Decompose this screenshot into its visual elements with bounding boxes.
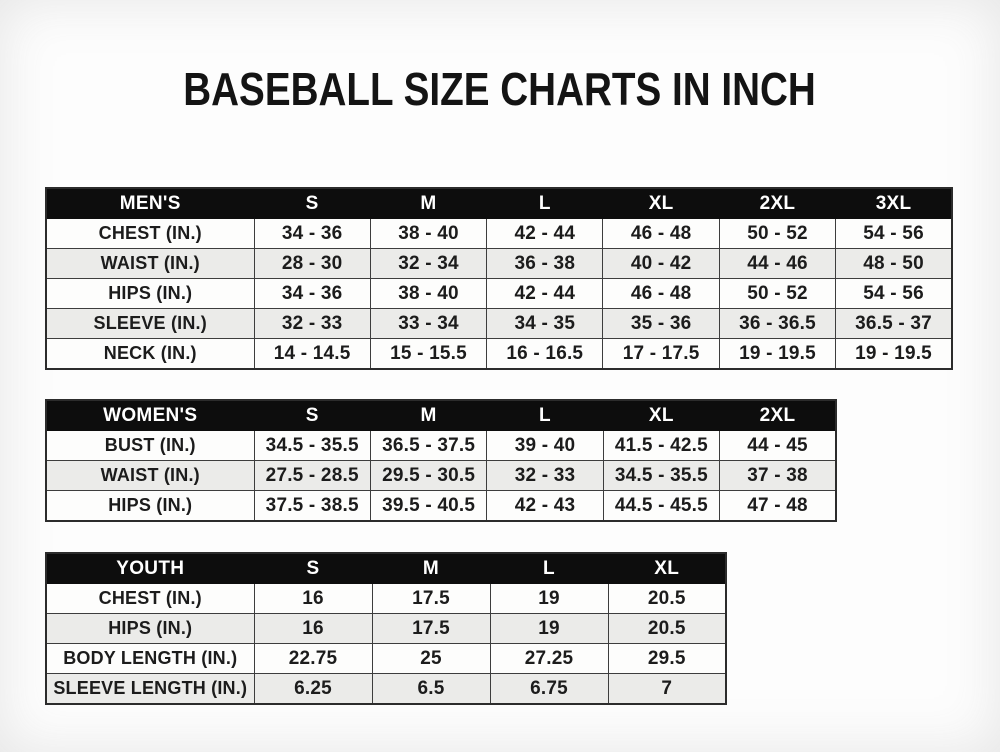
size-value: 42 - 44 <box>487 279 603 309</box>
row-label: HIPS (IN.) <box>46 491 254 522</box>
table-row-sleeve-length <box>46 674 726 705</box>
size-value: 34 - 35 <box>487 309 603 339</box>
size-value: 50 - 52 <box>719 279 835 309</box>
size-value: 35 - 36 <box>603 309 719 339</box>
size-value: 44 - 45 <box>720 431 836 461</box>
size-value: 42 - 44 <box>487 219 603 249</box>
row-label: WAIST (IN.) <box>46 461 254 491</box>
size-value: 27.25 <box>490 644 608 674</box>
size-value: 36.5 - 37.5 <box>370 431 486 461</box>
row-label: SLEEVE LENGTH (IN.) <box>46 674 254 705</box>
column-header-s: S <box>254 188 370 219</box>
size-value: 36.5 - 37 <box>836 309 952 339</box>
column-header-2xl: 2XL <box>719 188 835 219</box>
size-value: 7 <box>608 674 726 705</box>
column-header-l: L <box>490 553 608 584</box>
row-label: CHEST (IN.) <box>46 584 254 614</box>
youth-size-table <box>45 552 727 705</box>
size-value: 42 - 43 <box>487 491 603 522</box>
row-label: BODY LENGTH (IN.) <box>46 644 254 674</box>
womens-header-row <box>46 400 836 431</box>
row-label: NECK (IN.) <box>46 339 254 370</box>
size-value: 19 <box>490 584 608 614</box>
column-header-s: S <box>254 400 370 431</box>
size-value: 20.5 <box>608 614 726 644</box>
size-value: 16 - 16.5 <box>487 339 603 370</box>
size-value: 25 <box>372 644 490 674</box>
table-row-chest <box>46 584 726 614</box>
table-row-chest <box>46 219 952 249</box>
size-value: 37.5 - 38.5 <box>254 491 370 522</box>
mens-size-table <box>45 187 953 370</box>
size-value: 19 <box>490 614 608 644</box>
youth-header-row <box>46 553 726 584</box>
size-value: 32 - 33 <box>487 461 603 491</box>
mens-header-row <box>46 188 952 219</box>
size-value: 50 - 52 <box>719 219 835 249</box>
row-label: HIPS (IN.) <box>46 279 254 309</box>
size-value: 39 - 40 <box>487 431 603 461</box>
size-value: 37 - 38 <box>720 461 836 491</box>
size-value: 29.5 - 30.5 <box>370 461 486 491</box>
size-value: 44.5 - 45.5 <box>603 491 719 522</box>
size-value: 6.25 <box>254 674 372 705</box>
mens-table-label: MEN'S <box>46 188 254 219</box>
table-row-neck <box>46 339 952 370</box>
page-title <box>0 62 1000 116</box>
size-value: 41.5 - 42.5 <box>603 431 719 461</box>
column-header-l: L <box>487 188 603 219</box>
size-value: 6.5 <box>372 674 490 705</box>
size-value: 20.5 <box>608 584 726 614</box>
size-value: 38 - 40 <box>370 219 486 249</box>
size-value: 34.5 - 35.5 <box>254 431 370 461</box>
size-value: 39.5 - 40.5 <box>370 491 486 522</box>
size-value: 22.75 <box>254 644 372 674</box>
table-row-bust <box>46 431 836 461</box>
table-row-hips <box>46 279 952 309</box>
size-value: 34 - 36 <box>254 279 370 309</box>
youth-table-label: YOUTH <box>46 553 254 584</box>
column-header-m: M <box>370 400 486 431</box>
size-value: 54 - 56 <box>836 219 952 249</box>
womens-size-table <box>45 399 837 522</box>
column-header-xl: XL <box>608 553 726 584</box>
size-value: 19 - 19.5 <box>836 339 952 370</box>
table-row-waist <box>46 249 952 279</box>
size-value: 16 <box>254 614 372 644</box>
column-header-l: L <box>487 400 603 431</box>
column-header-s: S <box>254 553 372 584</box>
size-value: 46 - 48 <box>603 219 719 249</box>
table-row-hips <box>46 614 726 644</box>
column-header-m: M <box>370 188 486 219</box>
size-value: 17 - 17.5 <box>603 339 719 370</box>
size-value: 28 - 30 <box>254 249 370 279</box>
column-header-xl: XL <box>603 188 719 219</box>
size-value: 54 - 56 <box>836 279 952 309</box>
table-row-body-length <box>46 644 726 674</box>
size-value: 19 - 19.5 <box>719 339 835 370</box>
size-value: 36 - 36.5 <box>719 309 835 339</box>
size-value: 47 - 48 <box>720 491 836 522</box>
row-label: CHEST (IN.) <box>46 219 254 249</box>
size-value: 29.5 <box>608 644 726 674</box>
size-value: 40 - 42 <box>603 249 719 279</box>
row-label: BUST (IN.) <box>46 431 254 461</box>
size-value: 16 <box>254 584 372 614</box>
size-value: 44 - 46 <box>719 249 835 279</box>
row-label: WAIST (IN.) <box>46 249 254 279</box>
table-row-waist <box>46 461 836 491</box>
page-title-text: BASEBALL SIZE CHARTS IN INCH <box>183 63 817 115</box>
size-value: 27.5 - 28.5 <box>254 461 370 491</box>
size-value: 32 - 34 <box>370 249 486 279</box>
row-label: HIPS (IN.) <box>46 614 254 644</box>
column-header-2xl: 2XL <box>720 400 836 431</box>
size-value: 48 - 50 <box>836 249 952 279</box>
size-value: 14 - 14.5 <box>254 339 370 370</box>
size-value: 33 - 34 <box>370 309 486 339</box>
size-value: 38 - 40 <box>370 279 486 309</box>
size-value: 46 - 48 <box>603 279 719 309</box>
size-value: 34 - 36 <box>254 219 370 249</box>
womens-table-label: WOMEN'S <box>46 400 254 431</box>
table-row-hips <box>46 491 836 522</box>
row-label: SLEEVE (IN.) <box>46 309 254 339</box>
column-header-3xl: 3XL <box>836 188 952 219</box>
size-value: 15 - 15.5 <box>370 339 486 370</box>
size-value: 17.5 <box>372 584 490 614</box>
column-header-xl: XL <box>603 400 719 431</box>
table-row-sleeve <box>46 309 952 339</box>
size-value: 32 - 33 <box>254 309 370 339</box>
size-value: 36 - 38 <box>487 249 603 279</box>
size-value: 17.5 <box>372 614 490 644</box>
size-value: 34.5 - 35.5 <box>603 461 719 491</box>
size-value: 6.75 <box>490 674 608 705</box>
column-header-m: M <box>372 553 490 584</box>
